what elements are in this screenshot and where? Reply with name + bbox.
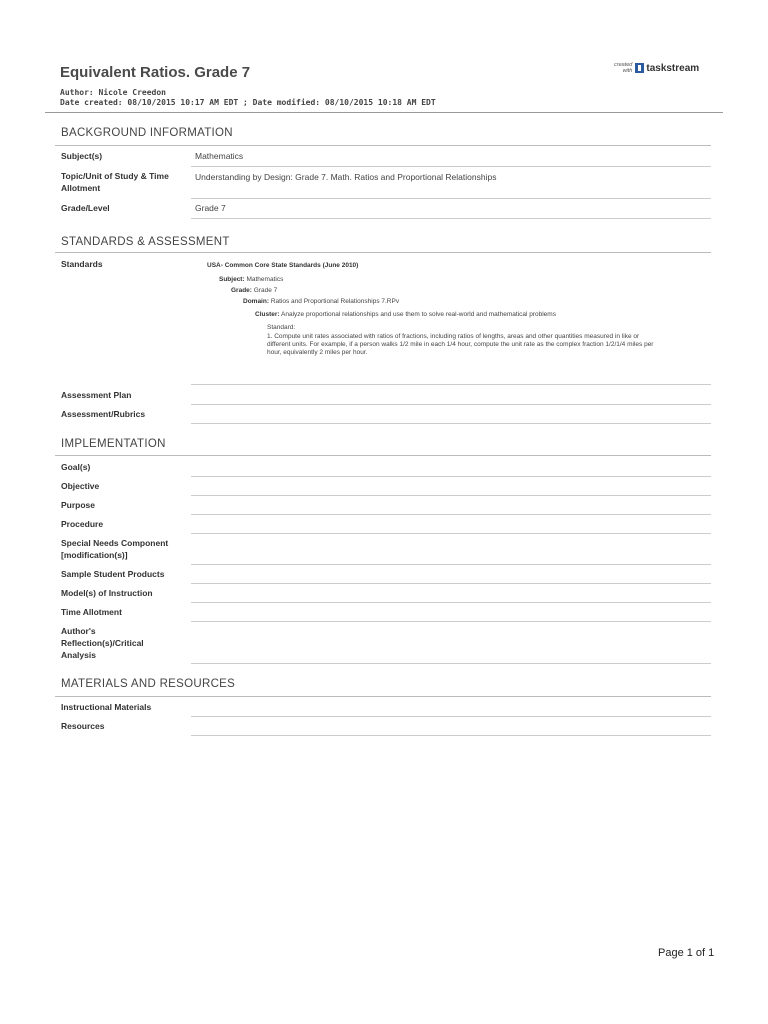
grade-value: Grade 7 [195,203,226,213]
row-divider [191,735,711,736]
standards-grade-key: Grade: [231,287,252,294]
assessment-rubrics-label: Assessment/Rubrics [61,409,146,419]
section-materials-resources: MATERIALS AND RESOURCES [61,678,236,690]
row-divider [191,621,711,622]
row-divider [191,495,711,496]
standards-subject-value: Mathematics [246,276,284,283]
purpose-label: Purpose [61,500,96,510]
section-divider [55,252,711,253]
section-divider [55,145,711,146]
row-divider [191,564,711,565]
row-divider [191,514,711,515]
standards-subject-key: Subject: [219,276,245,283]
reflection-label: Author's Reflection(s)/Critical Analysis [61,626,144,660]
objective-label: Objective [61,481,100,491]
subject-label: Subject(s) [61,151,103,161]
dates-line: Date created: 08/10/2015 10:17 AM EDT ; Date modified: 08/10/2015 10:18 AM EDT [60,98,436,107]
row-divider [191,583,711,584]
standards-domain [243,298,399,306]
time-allotment-label: Time Allotment [61,607,122,617]
standards-cluster [255,311,556,319]
standards-standard-text [267,333,653,357]
standards-cluster-key: Cluster: [255,311,280,318]
instructional-materials-label: Instructional Materials [61,702,152,712]
row-divider [191,476,711,477]
section-implementation: IMPLEMENTATION [61,438,166,450]
grade-label: Grade/Level [61,203,110,213]
special-needs-label: Special Needs Component [modification(s)] [61,538,169,560]
row-divider [191,384,711,385]
subject-value: Mathematics [195,151,244,161]
standards-cluster-value: Analyze proportional relationships and use them to solve real-world and mathematical problems [281,311,556,318]
sample-products-label: Sample Student Products [61,569,165,579]
section-divider [55,455,711,456]
standard-text-line: 1. Compute unit rates associated with ratios of fractions, including ratios of lengths, areas and other quantities measured in like or [267,333,640,340]
row-divider [191,198,711,199]
standards-subject [219,276,283,284]
section-standards-assessment: STANDARDS & ASSESSMENT [61,236,230,248]
document-meta [60,88,436,108]
standards-grade [231,287,277,295]
header-divider [45,112,723,113]
row-divider [191,602,711,603]
row-divider [191,533,711,534]
topic-label: Topic/Unit of Study & Time Allotment [61,171,169,193]
resources-label: Resources [61,721,105,731]
standards-standard-key: Standard: [267,324,296,331]
standard-text-line: hour, equivalently 2 miles per hour. [267,349,368,356]
standards-domain-value: Ratios and Proportional Relationships 7.RPv [270,298,400,305]
taskstream-logo-icon [635,63,644,73]
taskstream-logo [614,62,699,74]
logo-caption [614,62,632,74]
section-background-information: BACKGROUND INFORMATION [61,127,233,139]
assessment-plan-label: Assessment Plan [61,390,132,400]
row-divider [191,404,711,405]
page-number: Page 1 of 1 [658,947,715,959]
row-divider [191,218,711,219]
procedure-label: Procedure [61,519,104,529]
topic-value: Understanding by Design: Grade 7. Math. Ratios and Proportional Relationships [195,172,497,182]
standard-text-line: different units. For example, if a person walks 1/2 mile in each 1/4 hour, compute the unit rate as the complex fraction 1/2/1/4 miles per [267,341,654,348]
author-line: Author: Nicole Creedon [60,88,166,97]
section-divider [55,696,711,697]
standards-grade-value: Grade 7 [253,287,278,294]
row-divider [191,663,711,664]
standards-label: Standards [61,259,103,269]
document-title: Equivalent Ratios. Grade 7 [60,64,251,81]
logo-name: taskstream [646,62,700,74]
standards-source: USA- Common Core State Standards (June 2010) [207,262,359,269]
logo-caption-created: created [614,62,633,68]
row-divider [191,166,711,167]
row-divider [191,423,711,424]
row-divider [191,716,711,717]
logo-caption-with: with [622,68,633,74]
goals-label: Goal(s) [61,462,91,472]
models-label: Model(s) of Instruction [61,588,153,598]
standards-domain-key: Domain: [243,298,269,305]
